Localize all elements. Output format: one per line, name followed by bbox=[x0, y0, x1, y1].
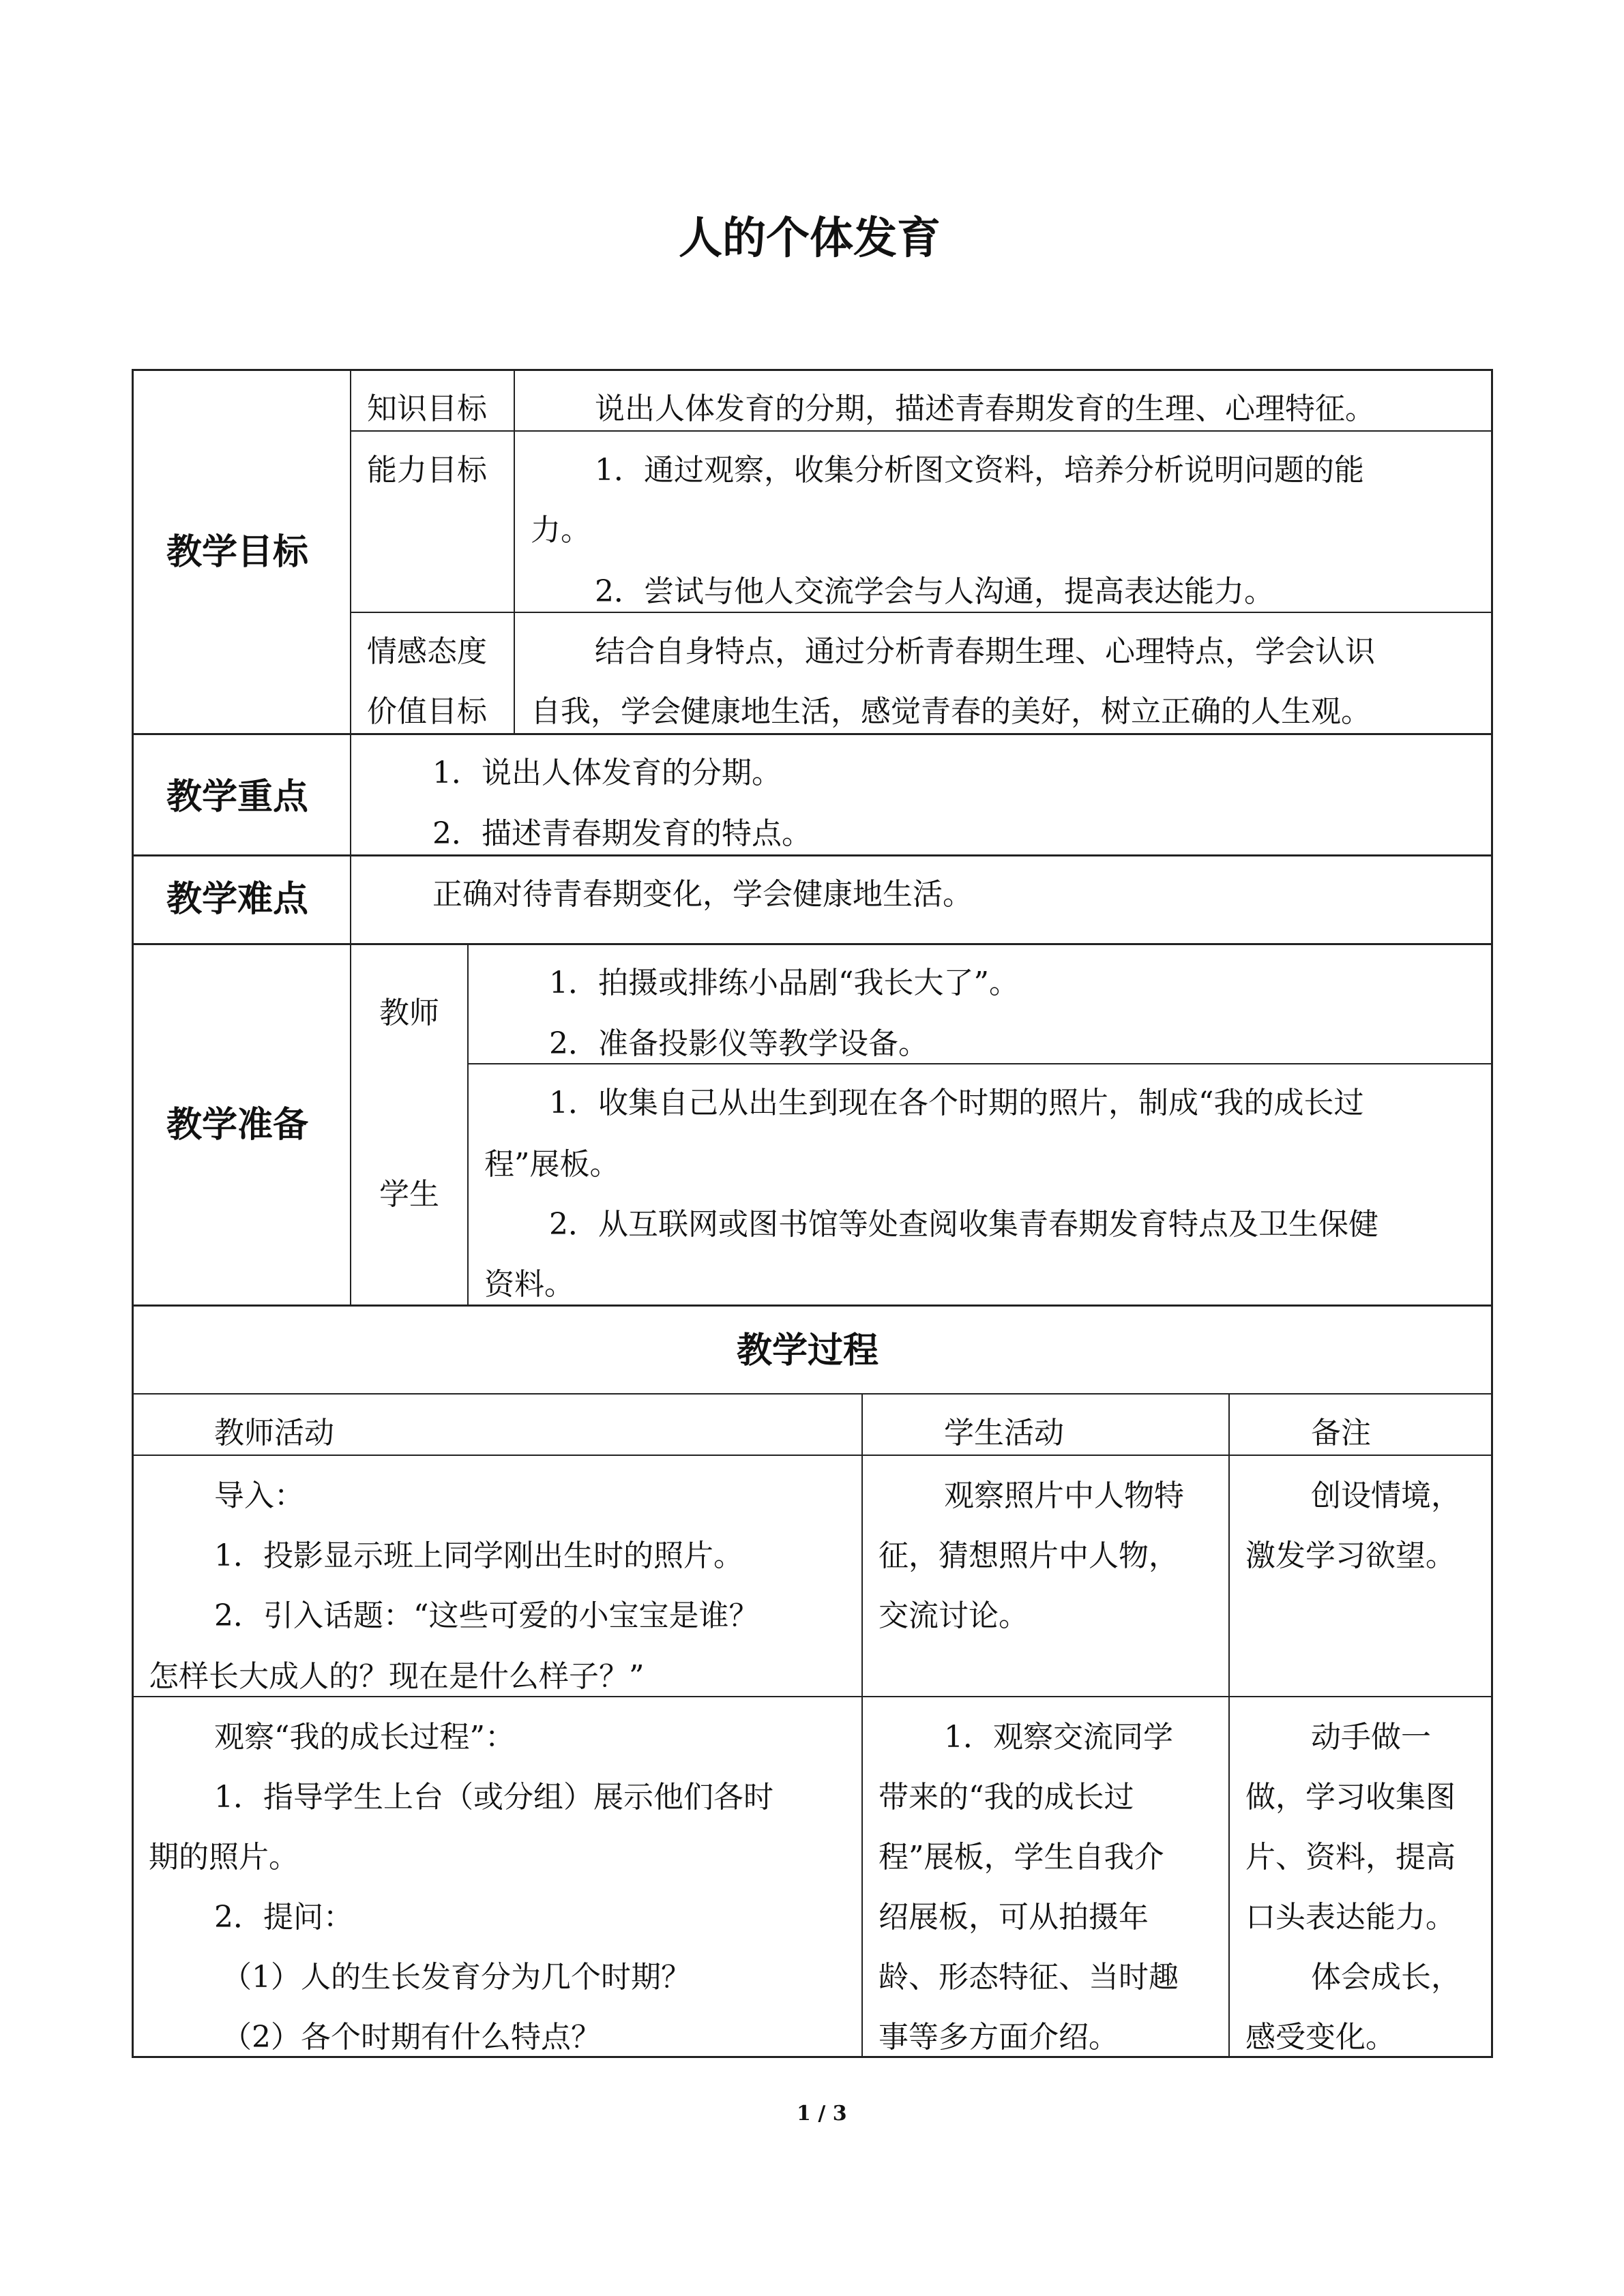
header-teacher-activity: 教师活动 bbox=[214, 1416, 334, 1450]
emotion-objective-label: 价值目标 bbox=[367, 694, 487, 729]
row2-student-line: 程”展板，学生自我介 bbox=[879, 1840, 1164, 1875]
row2-notes-line: 体会成长， bbox=[1311, 1960, 1461, 1995]
keypoint-item: 2．描述青春期发育的特点。 bbox=[432, 816, 812, 851]
row1-student-line: 观察照片中人物特 bbox=[944, 1478, 1184, 1513]
difficulty-text: 正确对待青春期变化，学会健康地生活。 bbox=[432, 877, 973, 912]
row1-notes-line: 创设情境， bbox=[1311, 1478, 1461, 1513]
student-prep-line: 资料。 bbox=[484, 1267, 574, 1302]
row1-teacher-line: 导入： bbox=[214, 1478, 304, 1513]
page-title: 人的个体发育 bbox=[679, 213, 941, 264]
difficulty-label: 教学难点 bbox=[166, 879, 309, 920]
ability-objective-line: 1．通过观察，收集分析图文资料，培养分析说明问题的能 bbox=[595, 453, 1364, 488]
row2-student-line: 事等多方面介绍。 bbox=[879, 2020, 1119, 2055]
row2-notes-line: 感受变化。 bbox=[1245, 2020, 1396, 2055]
teacher-prep-item: 2．准备投影仪等教学设备。 bbox=[549, 1026, 928, 1061]
row2-student-line: 绍展板，可从拍摄年 bbox=[879, 1900, 1149, 1935]
preparation-label: 教学准备 bbox=[166, 1105, 309, 1146]
row2-teacher-line: 2．提问： bbox=[214, 1900, 353, 1935]
row2-teacher-line: 期的照片。 bbox=[149, 1840, 299, 1875]
row2-notes-line: 口头表达能力。 bbox=[1245, 1900, 1456, 1935]
row2-notes-line: 动手做一 bbox=[1311, 1720, 1431, 1755]
teacher-prep-label: 教师 bbox=[379, 996, 439, 1030]
keypoints-label: 教学重点 bbox=[166, 777, 309, 818]
process-title: 教学过程 bbox=[737, 1330, 879, 1371]
knowledge-objective-text: 说出人体发育的分期，描述青春期发育的生理、心理特征。 bbox=[595, 391, 1375, 426]
teacher-prep-item: 1．拍摄或排练小品剧“我长大了”。 bbox=[549, 966, 1019, 1000]
row2-notes-line: 做，学习收集图 bbox=[1245, 1780, 1456, 1815]
page-number: 1 / 3 bbox=[797, 2102, 847, 2126]
header-student-activity: 学生活动 bbox=[944, 1416, 1064, 1450]
row2-teacher-line: （2）各个时期有什么特点？ bbox=[222, 2020, 601, 2055]
objectives-label: 教学目标 bbox=[166, 532, 309, 573]
row1-notes-line: 激发学习欲望。 bbox=[1245, 1538, 1456, 1573]
row2-teacher-line: （1）人的生长发育分为几个时期？ bbox=[222, 1960, 691, 1995]
row1-student-line: 交流讨论。 bbox=[879, 1598, 1029, 1633]
emotion-objective-line: 结合自身特点，通过分析青春期生理、心理特点，学会认识 bbox=[595, 634, 1375, 669]
emotion-objective-label: 情感态度 bbox=[367, 634, 487, 669]
emotion-objective-line: 自我，学会健康地生活，感觉青春的美好，树立正确的人生观。 bbox=[531, 694, 1371, 729]
ability-objective-line: 2．尝试与他人交流学会与人沟通，提高表达能力。 bbox=[595, 574, 1274, 609]
ability-objective-label: 能力目标 bbox=[367, 453, 487, 488]
student-prep-line: 2．从互联网或图书馆等处查阅收集青春期发育特点及卫生保健 bbox=[549, 1207, 1378, 1242]
row2-student-line: 带来的“我的成长过 bbox=[879, 1780, 1134, 1815]
row2-teacher-line: 1．指导学生上台（或分组）展示他们各时 bbox=[214, 1780, 773, 1815]
row1-teacher-line: 怎样长大成人的？现在是什么样子？” bbox=[149, 1659, 645, 1694]
row1-teacher-line: 1．投影显示班上同学刚出生时的照片。 bbox=[214, 1538, 743, 1573]
student-prep-line: 1．收集自己从出生到现在各个时期的照片，制成“我的成长过 bbox=[549, 1086, 1364, 1120]
keypoint-item: 1．说出人体发育的分期。 bbox=[432, 756, 782, 790]
row2-notes-line: 片、资料，提高 bbox=[1245, 1840, 1456, 1875]
student-prep-line: 程”展板。 bbox=[484, 1147, 620, 1182]
knowledge-objective-label: 知识目标 bbox=[367, 391, 487, 426]
ability-objective-line: 力。 bbox=[531, 513, 591, 548]
student-prep-label: 学生 bbox=[379, 1177, 439, 1212]
header-notes: 备注 bbox=[1311, 1416, 1371, 1450]
row1-teacher-line: 2．引入话题：“这些可爱的小宝宝是谁？ bbox=[214, 1598, 759, 1633]
row2-student-line: 龄、形态特征、当时趣 bbox=[879, 1960, 1179, 1995]
row2-student-line: 1．观察交流同学 bbox=[944, 1720, 1173, 1755]
row1-student-line: 征，猜想照片中人物， bbox=[879, 1538, 1179, 1573]
row2-teacher-line: 观察“我的成长过程”： bbox=[214, 1720, 515, 1755]
